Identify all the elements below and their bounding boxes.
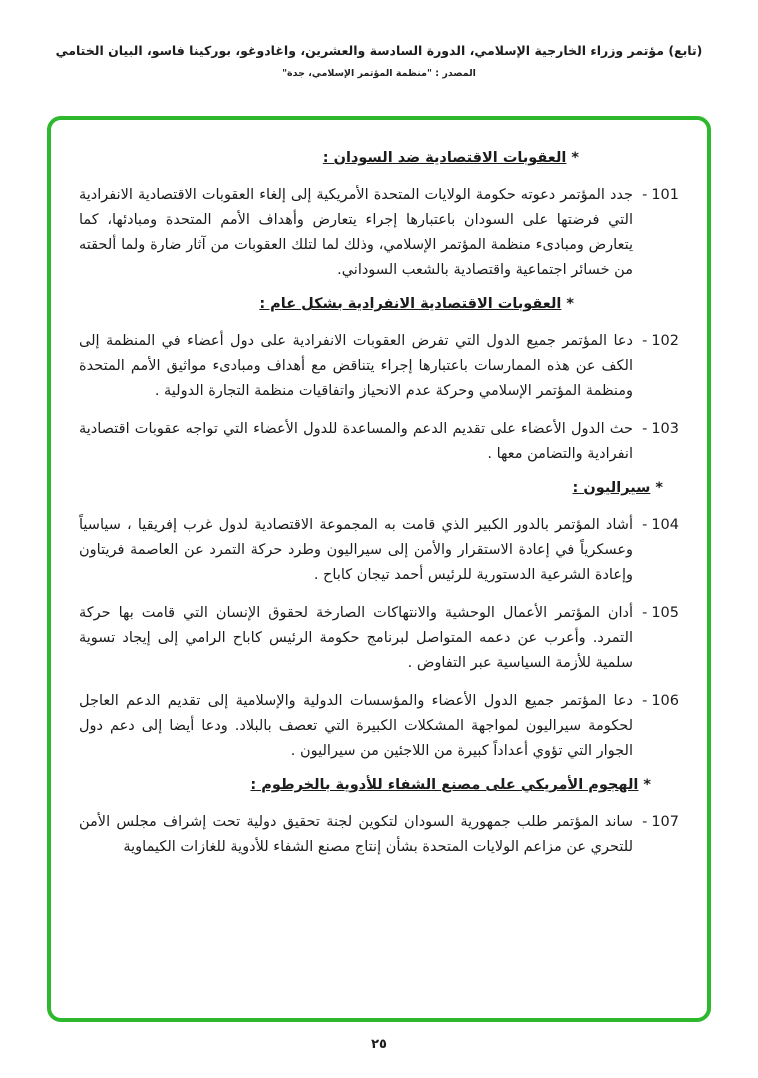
paragraph-text: جدد المؤتمر دعوته حكومة الولايات المتحدة الأمريكية إلى إلغاء العقوبات الاقتصادية الانفرادية التي فرضتها على السودان باعتبارها إجراء يتعارض وأهداف الأمم المتحدة ومبادئها، كما يتعارض ومبادىء منظمة المؤتمر الإسلامي، وذلك لما لتلك العقوبات من آثار ضارة ولما ألحقته من خسائر اجتماعية واقتصادية بالشعب السوداني.: [79, 187, 633, 278]
content-frame: [47, 116, 711, 1022]
section-heading-text: سيراليون :: [572, 480, 651, 496]
document-content: [51, 120, 707, 860]
paragraph-number: [633, 513, 679, 588]
paragraph-number: [633, 810, 679, 860]
number-dash: -: [642, 187, 648, 203]
page-number: ٢٥: [371, 1037, 387, 1052]
paragraph-text: أدان المؤتمر الأعمال الوحشية والانتهاكات الصارخة لحقوق الإنسان التي قامت بها حركة التمرد. وأعرب عن دعمه المتواصل لبرنامج حكومة الرئيس كاباح الرامي إلى إيجاد تسوية سلمية للأزمة السياسية عبر التفاوض .: [79, 605, 633, 671]
numbered-paragraph: [79, 417, 679, 467]
paragraph-number-value: 106: [651, 693, 679, 709]
paragraph-text: حث الدول الأعضاء على تقديم الدعم والمساعدة للدول الأعضاء التي تواجه عقوبات اقتصادية انفرادية والتضامن معها .: [79, 421, 633, 462]
document-source: المصدر : "منظمة المؤتمر الإسلامي، جدة": [282, 68, 476, 79]
paragraph-text: دعا المؤتمر جميع الدول الأعضاء والمؤسسات الدولية والإسلامية إلى تقديم الدعم العاجل لحكومة سيراليون لمواجهة المشكلات الكبيرة التي تعصف بالبلاد. ودعا أيضا إلى دعم دول الجوار التي تؤوي أعداداً كبيرة من اللاجئين من سيراليون .: [79, 693, 633, 759]
paragraph-number-value: 107: [651, 814, 679, 830]
numbered-paragraph: [79, 513, 679, 588]
asterisk-bullet: *: [643, 777, 651, 793]
section-heading-unilateral-sanctions: [79, 296, 679, 312]
numbered-paragraph: [79, 689, 679, 764]
section-unilateral-sanctions: [79, 296, 679, 467]
section-heading-text: العقوبات الاقتصادية ضد السودان :: [322, 150, 567, 166]
asterisk-bullet: *: [571, 150, 579, 166]
paragraph-number: [633, 417, 679, 467]
number-dash: -: [642, 693, 648, 709]
section-heading-us-attack-al-shifa: [79, 777, 679, 793]
number-dash: -: [642, 814, 648, 830]
section-sierra-leone: [79, 480, 679, 764]
number-dash: -: [642, 421, 648, 437]
paragraph-number-value: 101: [651, 187, 679, 203]
numbered-paragraph: [79, 601, 679, 676]
section-us-attack-al-shifa: [79, 777, 679, 860]
paragraph-number-value: 105: [651, 605, 679, 621]
paragraph-text: أشاد المؤتمر بالدور الكبير الذي قامت به المجموعة الاقتصادية لدول غرب إفريقيا ، سياسياً وعسكرياً في إعادة الاستقرار والأمن إلى سيراليون وطرد حركة التمرد عن العاصمة فريتاون وإعادة الشرعية الدستورية للرئيس أحمد تيجان كاباح .: [79, 517, 633, 583]
paragraph-number-value: 102: [651, 333, 679, 349]
paragraph-number: [633, 601, 679, 676]
number-dash: -: [642, 517, 648, 533]
asterisk-bullet: *: [566, 296, 574, 312]
section-heading-text: الهجوم الأمريكي على مصنع الشفاء للأدوية بالخرطوم :: [250, 777, 639, 793]
paragraph-number: [633, 183, 679, 283]
document-header: [30, 42, 728, 79]
section-heading-sanctions-sudan: [79, 150, 679, 166]
paragraph-text: ساند المؤتمر طلب جمهورية السودان لتكوين لجنة تحقيق دولية تحت إشراف مجلس الأمن للتحري عن مزاعم الولايات المتحدة بشأن إنتاج مصنع الشفاء للأدوية للغازات الكيماوية: [79, 814, 633, 855]
paragraph-number-value: 103: [651, 421, 679, 437]
asterisk-bullet: *: [655, 480, 663, 496]
paragraph-text: دعا المؤتمر جميع الدول التي تفرض العقوبات الانفرادية على دول أعضاء في المنظمة إلى الكف عن هذه الممارسات باعتبارها إجراء يتناقض مع أهداف ومبادىء مواثيق الأمم المتحدة ومنظمة المؤتمر الإسلامي وحركة عدم الانحياز واتفاقيات منظمة التجارة الدولية .: [79, 333, 633, 399]
document-title: (تابع) مؤتمر وزراء الخارجية الإسلامي، الدورة السادسة والعشرين، واغادوغو، بوركينا فاسو، البيان الختامي: [55, 43, 703, 58]
paragraph-number-value: 104: [651, 517, 679, 533]
numbered-paragraph: [79, 183, 679, 283]
section-sanctions-sudan: [79, 150, 679, 283]
section-heading-sierra-leone: [79, 480, 679, 496]
section-heading-text: العقوبات الاقتصادية الانفرادية بشكل عام :: [259, 296, 562, 312]
number-dash: -: [642, 605, 648, 621]
paragraph-number: [633, 329, 679, 404]
numbered-paragraph: [79, 810, 679, 860]
paragraph-number: [633, 689, 679, 764]
numbered-paragraph: [79, 329, 679, 404]
number-dash: -: [642, 333, 648, 349]
